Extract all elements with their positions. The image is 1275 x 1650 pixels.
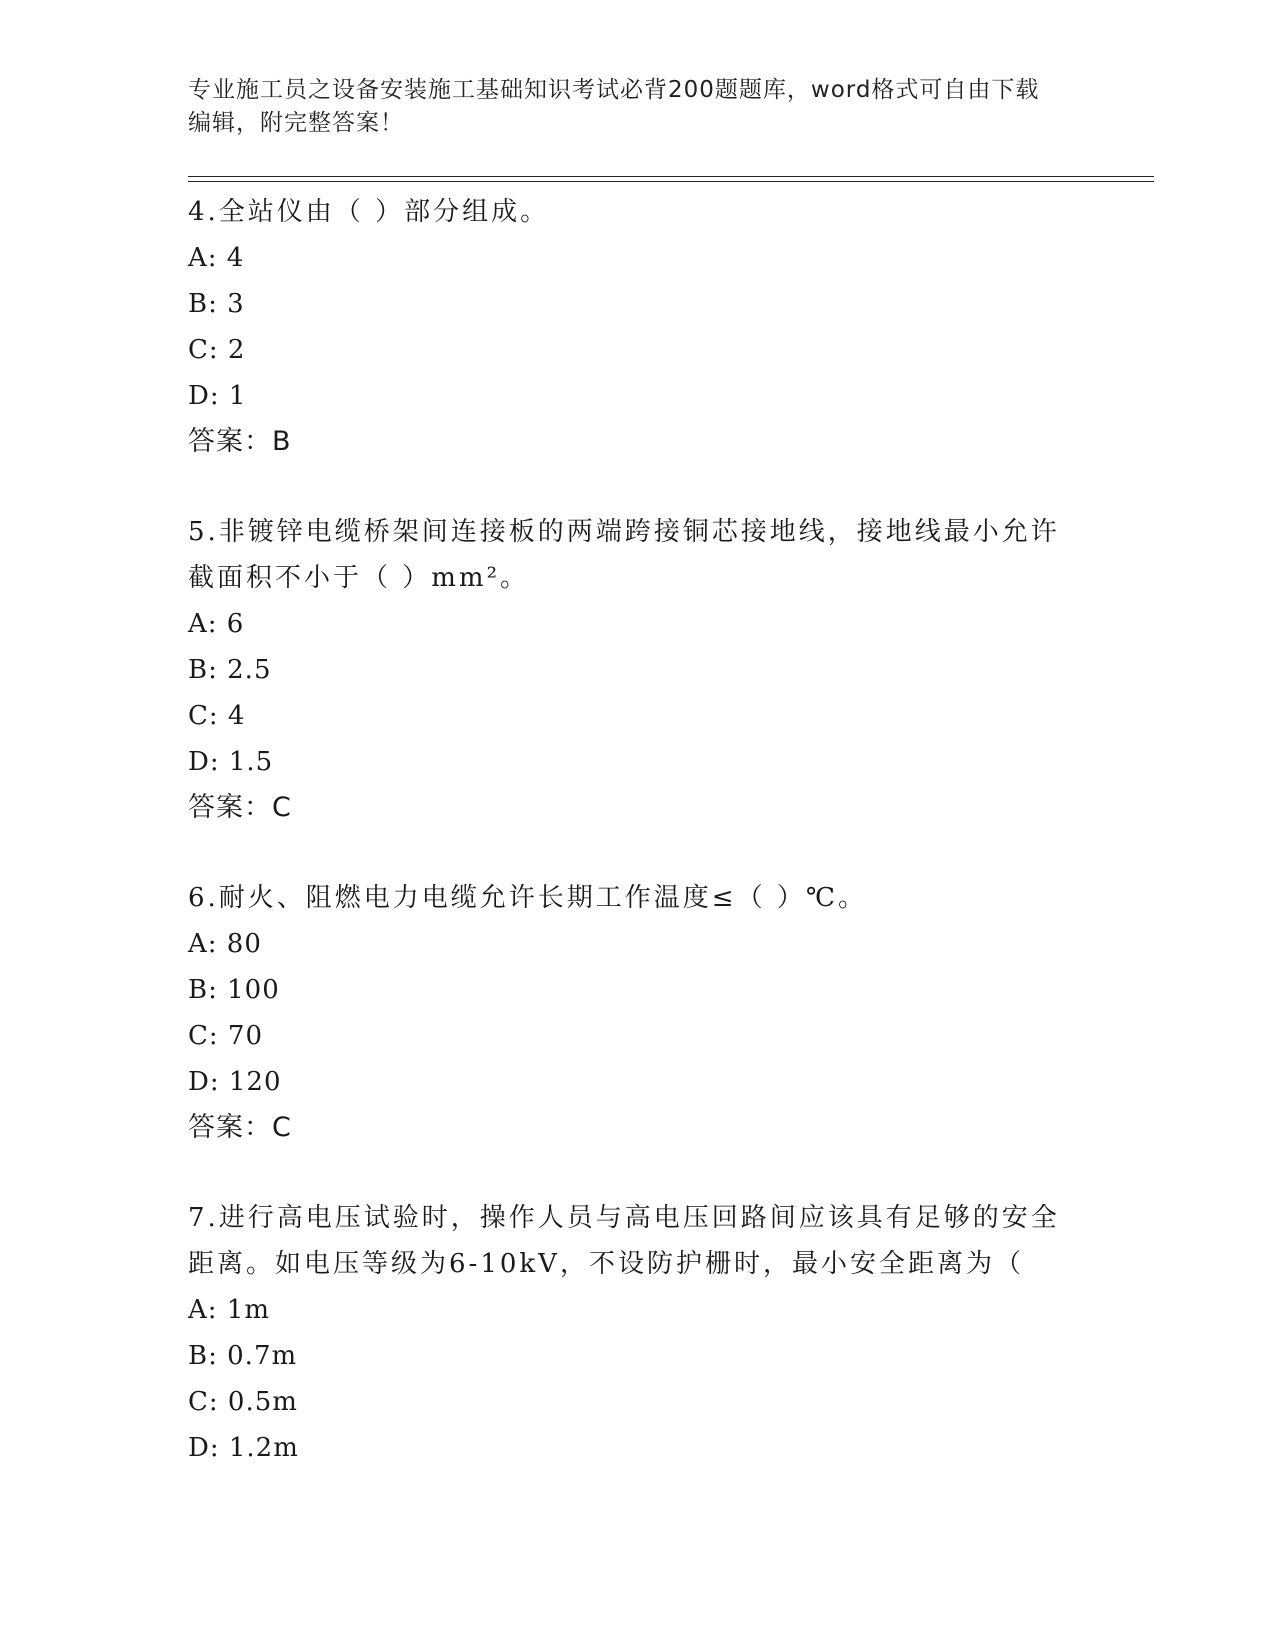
question-text: 7.进行高电压试验时，操作人员与高电压回路间应该具有足够的安全 bbox=[188, 1203, 1060, 1233]
header-line-2: 编辑，附完整答案！ bbox=[188, 110, 404, 136]
header-line-1: 专业施工员之设备安装施工基础知识考试必背200题题库，word格式可自由下载 bbox=[188, 77, 1040, 103]
option-c: C: 70 bbox=[188, 1021, 264, 1051]
question-text: 4.全站仪由（ ）部分组成。 bbox=[188, 197, 550, 227]
header-divider-bottom bbox=[188, 181, 1154, 182]
option-c: C: 4 bbox=[188, 701, 246, 731]
question-text-continued: 截面积不小于（ ）mm²。 bbox=[188, 563, 529, 593]
question-6 bbox=[188, 875, 1154, 1151]
answer-label: 答案：C bbox=[188, 792, 292, 823]
option-c: C: 2 bbox=[188, 335, 246, 365]
question-list bbox=[188, 189, 1154, 1515]
option-a: A: 6 bbox=[188, 609, 245, 639]
question-text: 6.耐火、阻燃电力电缆允许长期工作温度≤（ ）℃。 bbox=[188, 883, 867, 913]
answer-label: 答案：B bbox=[188, 426, 292, 457]
question-5 bbox=[188, 509, 1154, 831]
option-d: D: 1.2m bbox=[188, 1433, 299, 1463]
option-a: A: 80 bbox=[188, 929, 262, 959]
option-b: B: 2.5 bbox=[188, 655, 272, 685]
option-c: C: 0.5m bbox=[188, 1387, 298, 1417]
answer-label: 答案：C bbox=[188, 1112, 292, 1143]
option-b: B: 100 bbox=[188, 975, 280, 1005]
question-text: 5.非镀锌电缆桥架间连接板的两端跨接铜芯接地线，接地线最小允许 bbox=[188, 517, 1060, 547]
question-text-continued: 距离。如电压等级为6-10kV，不设防护栅时，最小安全距离为（ bbox=[188, 1249, 1024, 1279]
option-b: B: 3 bbox=[188, 289, 245, 319]
option-b: B: 0.7m bbox=[188, 1341, 298, 1371]
question-7 bbox=[188, 1195, 1154, 1471]
option-a: A: 4 bbox=[188, 243, 245, 273]
option-d: D: 120 bbox=[188, 1067, 282, 1097]
header-divider-top bbox=[188, 176, 1154, 177]
question-4 bbox=[188, 189, 1154, 465]
option-d: D: 1.5 bbox=[188, 747, 274, 777]
option-a: A: 1m bbox=[188, 1295, 270, 1325]
document-header bbox=[188, 74, 1088, 140]
option-d: D: 1 bbox=[188, 381, 247, 411]
